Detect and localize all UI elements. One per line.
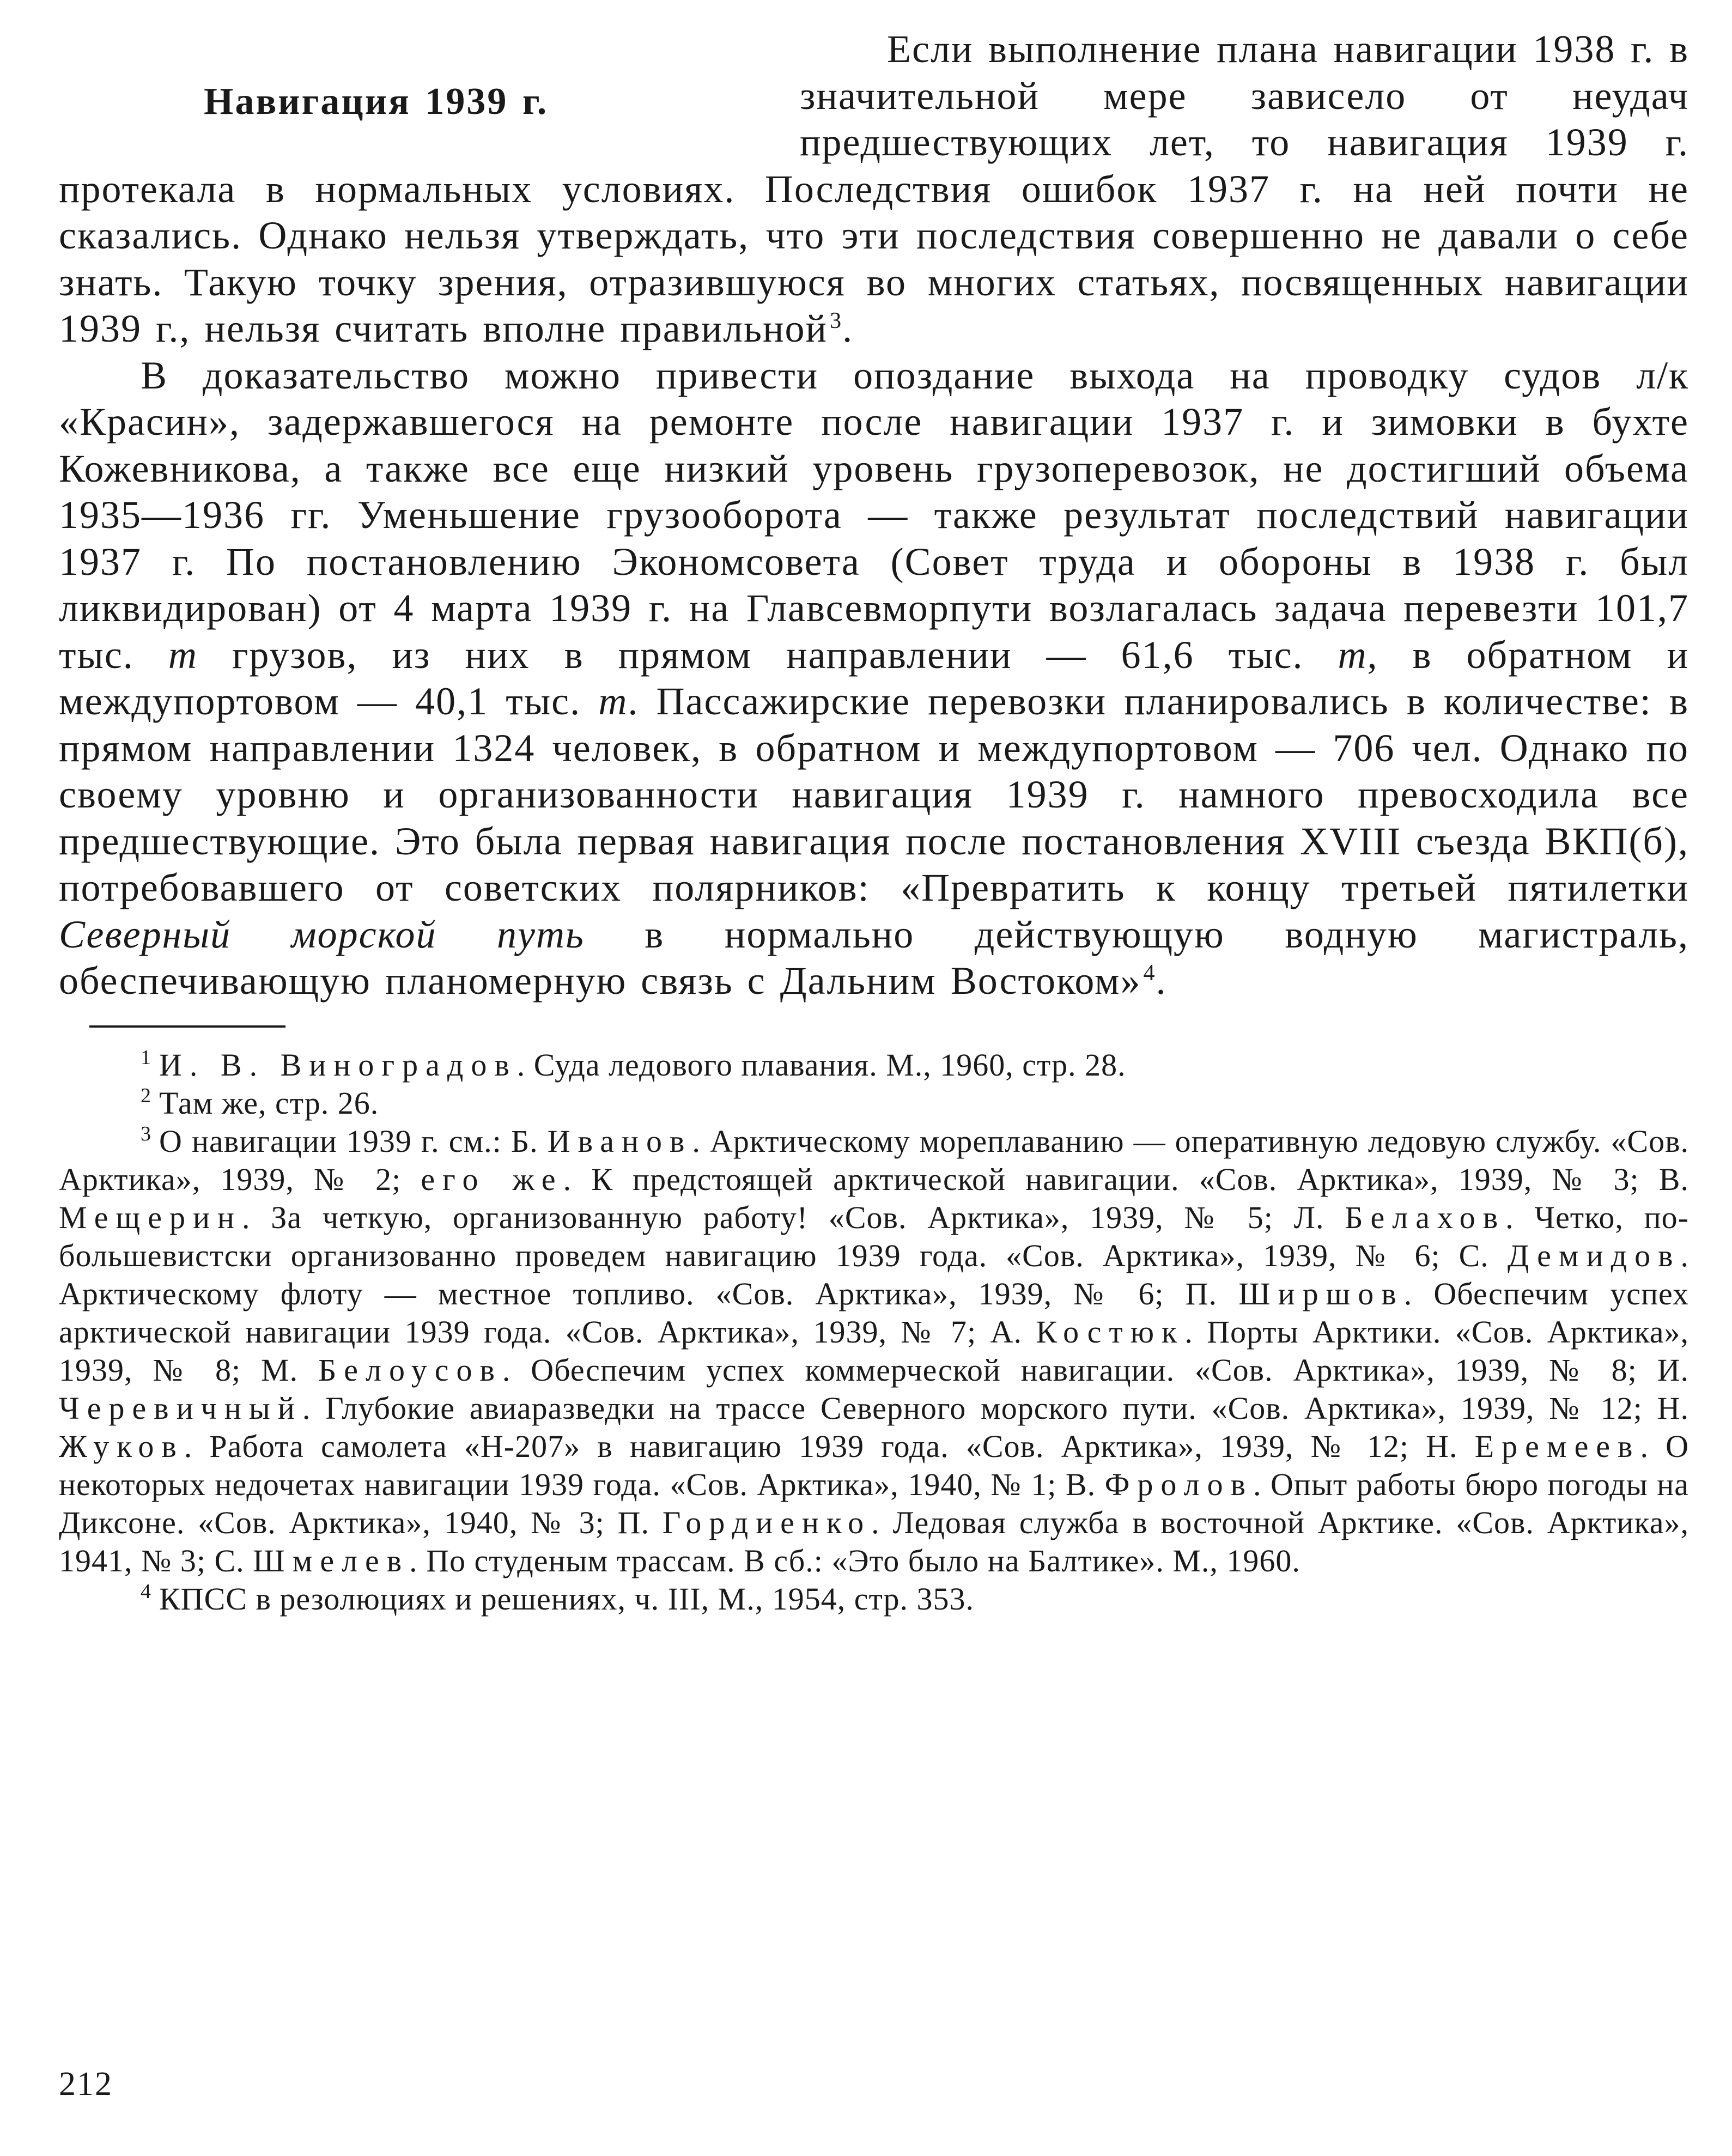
footnote-3-text: . Ледовая служба в восточной Арктике. «Сов. Арктика», 1941, № 3; С.	[59, 1504, 1689, 1578]
footnote-3-text: . Обеспечим успех арктической навигации 1939 года. «Сов. Арктика», 1939, № 7; А.	[59, 1276, 1690, 1350]
footnote-3-text: . Обеспечим успех коммерческой навигации. «Сов. Арктика», 1939, № 8; И.	[502, 1352, 1689, 1388]
footnotes-section	[59, 1046, 1689, 1618]
footnote-4-text: КПСС в резолюциях и решениях, ч. III, М., 1954, стр. 353.	[159, 1581, 975, 1617]
footnote-3-text: . Работа самолета «Н-207» в навигацию 1939 года. «Сов. Арктика», 1939, № 12; Н.	[184, 1428, 1475, 1464]
book-page	[59, 26, 1689, 1618]
footnote-3-text: . Арктическому мореплаванию — оперативную ледовую службу. «Сов. Арктика», 1939, № 2;	[59, 1123, 1689, 1197]
main-body-text	[59, 26, 1689, 1005]
footnote-3-author: Фролов	[1104, 1466, 1253, 1502]
unit-tonnes-3: т	[598, 679, 628, 723]
footnote-3-author: Демидов	[1507, 1237, 1681, 1273]
footnote-3-author: Жуков	[59, 1428, 184, 1464]
footnote-ref-3[interactable]: 3	[830, 308, 843, 333]
footnote-3-text: . По студеным трассам. В сб.: «Это было на Балтике». М., 1960.	[409, 1542, 1300, 1578]
footnote-3-text: . Арктическому флоту — местное топливо. «Сов. Арктика», 1939, № 6; П.	[59, 1237, 1689, 1311]
footnote-3-text: О навигации 1939 г. см.: Б.	[159, 1123, 548, 1159]
footnote-3-author: Ширшов	[1238, 1276, 1404, 1311]
footnote-3-author: Еремеев	[1474, 1428, 1640, 1464]
paragraph-2-end: .	[1156, 959, 1167, 1003]
paragraph-2-text-d: . Пассажирские перевозки планировались в количестве: в прямом направлении 1324 человек, в обратном и междупортовом — 706 чел. Однако по своему уровню и организованности навигация 1939 г. намного превосходила все предшествующие. Это была первая навигация после постановления XVIII съезда ВКП(б), потребовавшего от советских полярников: «Превратить к концу третьей пятилетки	[59, 679, 1689, 909]
footnote-2	[59, 1084, 1689, 1122]
section-heading: Навигация 1939 г.	[204, 81, 549, 123]
footnote-2-marker: 2	[141, 1084, 151, 1108]
paragraph-2-italic-phrase: Северный морской путь	[59, 912, 585, 956]
footnote-3-text: . Порты Арктики. «Сов. Арктика», 1939, № 8; М.	[59, 1314, 1690, 1388]
unit-tonnes-1: т	[168, 633, 198, 677]
footnote-3-text: . Опыт работы бюро погоды на Диксоне. «Сов. Арктика», 1940, № 3; П.	[59, 1466, 1689, 1540]
footnote-3-author: Белахов	[1345, 1199, 1506, 1235]
footnote-3-author: Шмелев	[253, 1542, 410, 1578]
footnote-3-marker: 3	[141, 1122, 151, 1146]
footnote-3-author: Белоусов	[318, 1352, 502, 1388]
footnote-1-marker: 1	[141, 1046, 151, 1070]
footnote-3-text: . О некоторых недочетах навигации 1939 года. «Сов. Арктика», 1940, № 1; В.	[59, 1428, 1689, 1502]
footnote-3-author: Мещерин	[59, 1199, 242, 1235]
footnote-2-text: Там же, стр. 26.	[159, 1085, 379, 1121]
unit-tonnes-2: т	[1338, 633, 1368, 677]
paragraph-1-end: .	[842, 307, 854, 350]
paragraph-1-text: Если выполнение плана навигации 1938 г. в значительной мере зависело от неудач предшествующих лет, то навигация 1939 г. протекала в нормальных условиях. Последствия ошибок 1937 г. на ней почти не сказались. Однако нельзя утверждать, что эти последствия совершенно не давали о себе знать. Такую точку зрения, отразившуюся во многих статьях, посвященных навигации 1939 г., нельзя считать вполне правильной	[59, 27, 1689, 350]
page-number: 212	[59, 2066, 113, 2103]
footnote-3-text: . К предстоящей арктической навигации. «Сов. Арктика», 1939, № 3; В.	[563, 1161, 1689, 1197]
footnote-3-text: . Глубокие авиаразведки на трассе Северного морского пути. «Сов. Арктика», 1939, № 12; Н.	[302, 1390, 1689, 1426]
footnote-3-text: . За четкую, организованную работу! «Сов. Арктика», 1939, № 5; Л.	[242, 1199, 1345, 1235]
footnote-4	[59, 1580, 1689, 1618]
footnote-3-text: . Четко, по-большевистски организованно проведем навигацию 1939 года. «Сов. Арктика», 1939, № 6; С.	[59, 1199, 1689, 1273]
paragraph-2-text-e: в нормально действующую водную магистраль, обеспечивающую планомерную связь с Дальним Востоком»	[59, 912, 1690, 1003]
footnote-3-author: Костюк	[1036, 1314, 1185, 1350]
footnote-1-author: И. В. Виноградов	[159, 1047, 517, 1083]
paragraph-1	[59, 26, 1689, 353]
footnote-ref-4[interactable]: 4	[1143, 961, 1156, 986]
paragraph-2-text-a: В доказательство можно привести опоздание выхода на проводку судов л/к «Красин», задержавшегося на ремонте после навигации 1937 г. и зимовки в бухте Кожевникова, а также все еще низкий уровень грузоперевозок, не достигший объема 1935—1936 гг. Уменьшение грузооборота — также результат последствий навигации 1937 г. По постановлению Экономсовета (Совет труда и обороны в 1938 г. был ликвидирован) от 4 марта 1939 г. на Главсевморпути возлагалась задача перевезти 101,7 тыс.	[59, 353, 1689, 677]
footnote-divider	[89, 1025, 285, 1028]
footnote-4-marker: 4	[141, 1580, 151, 1604]
paragraph-2-text-c: , в обратном и междупортовом — 40,1 тыс.	[59, 633, 1689, 723]
footnote-3-author: Черевичный	[59, 1390, 302, 1426]
paragraph-2	[59, 353, 1689, 1005]
footnote-3-author: Гордиенко	[662, 1504, 872, 1540]
footnote-1	[59, 1046, 1689, 1084]
footnote-3-author: его же	[421, 1161, 563, 1197]
footnote-1-text: . Суда ледового плавания. М., 1960, стр. 28.	[516, 1047, 1126, 1083]
footnote-3-author: Иванов	[547, 1123, 692, 1159]
footnote-3	[59, 1122, 1689, 1580]
paragraph-2-text-b: грузов, из них в прямом направлении — 61,6 тыс.	[197, 633, 1338, 677]
